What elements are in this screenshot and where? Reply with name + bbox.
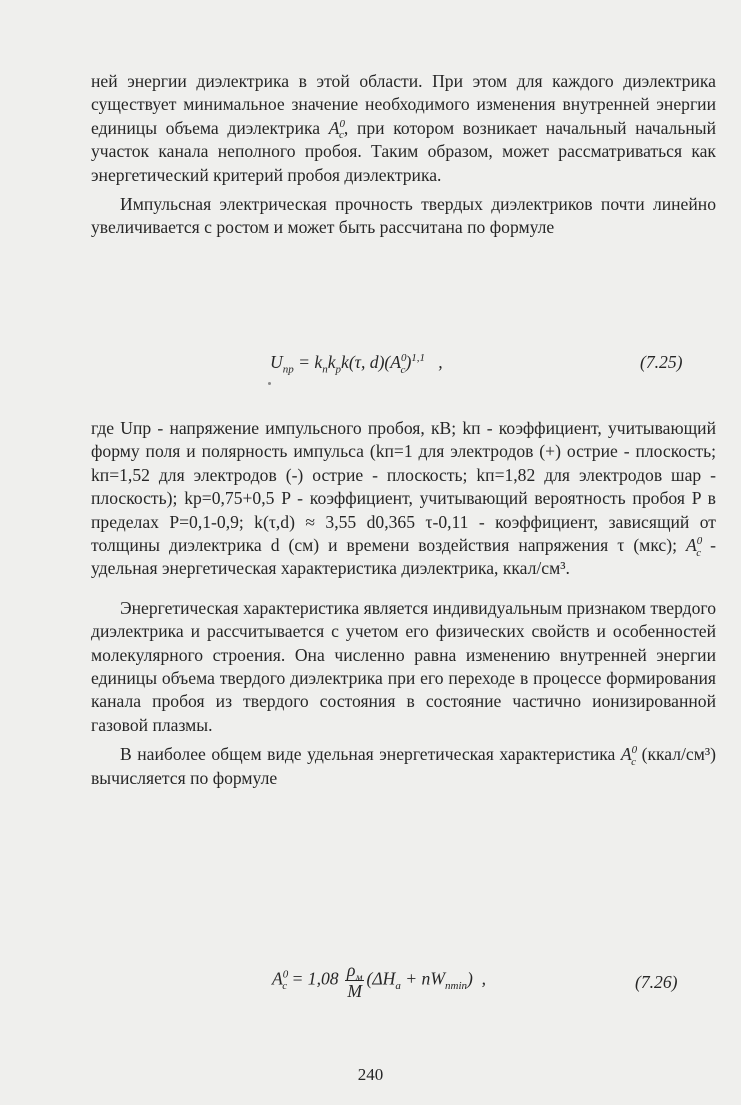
paragraph-3: где Uпр - напряжение импульсного пробоя, кВ; kп - коэффициент, учитывающий форму поля и полярность импульса (kп=1 для электродов (+) острие - плоскость; kп=1,52 для электродов (-) острие - плоскость; kп=1,82 для электродов шар - плоскость); kр=0,75+0,5 P - коэффициент, учитывающий вероятность пробоя P в пределах P=0,1-0,9; k(τ,d) ≈ 3,55 d0,365 τ-0,11 - коэффициент, зависящий от толщины диэлектрика d (см) и времени воздействия напряжения τ (мкс); $A^0_c$ - удельная энергетическая характеристика диэлектрика, ккал/см³. bbox=[91, 418, 716, 579]
formula-7-25: $U_{пр} = k_пk_рk(\tau$, $d)(A^0_c)^{1,1}$ , bbox=[270, 352, 443, 376]
print-speck bbox=[268, 382, 271, 385]
paragraph-4: Энергетическая характеристика является индивидуальным признаком твердого диэлектрика и рассчитывается с учетом его физических свойств и особенностей молекулярного строения. Она численно равна изменению внутренней энергии единицы объема твердого диэлектрика при его переходе в процессе формирования канала пробоя из твердого состояния в состояние частично ионизированной газовой плазмы. bbox=[91, 597, 716, 735]
paragraph-5: В наиболее общем виде удельная энергетическая характеристика $A^0_c$ (ккал/см³) вычисляется по формуле bbox=[91, 744, 716, 788]
body-text bbox=[91, 70, 716, 240]
formula-7-26: $A^0_c = 1,08$ $\frac{\rho_м}{M}$ $(\Delta H_a + nW_{nmin})$ , bbox=[272, 960, 487, 1001]
body-text-2 bbox=[91, 417, 716, 790]
paragraph-1: ней энергии диэлектрика в этой области. При этом для каждого диэлектрика существует минимальное значение необходимого изменения внутренней энергии единицы объема диэлектрика $A^0_c$, при котором возникает начальный начальный участок канала неполного пробоя. Таким образом, может рассматриваться как энергетический критерий пробоя диэлектрика. bbox=[91, 71, 716, 185]
equation-number-7-25: (7.25) bbox=[640, 352, 683, 372]
paragraph-2: Импульсная электрическая прочность твердых диэлектриков почти линейно увеличивается с ростом и может быть рассчитана по формуле bbox=[91, 194, 716, 238]
page-number: 240 bbox=[357, 1065, 384, 1084]
equation-number-7-26: (7.26) bbox=[635, 972, 678, 992]
